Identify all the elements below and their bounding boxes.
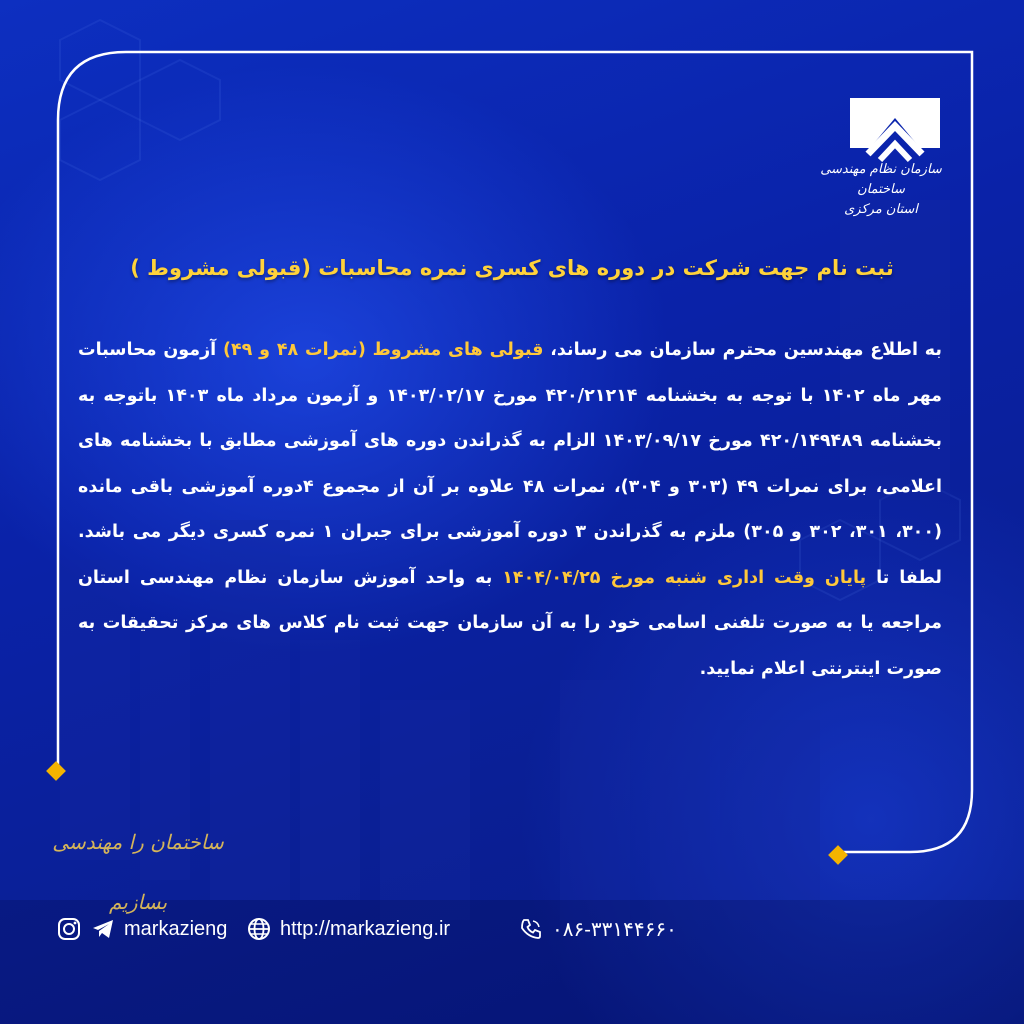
- phone-number-text: ۰۸۶-۳۳۱۴۴۶۶۰: [552, 918, 677, 941]
- diamond-ornament: [46, 761, 66, 781]
- body-text-part3: به واحد آموزش سازمان نظام مهندسی استان مراجعه یا به صورت تلفنی اسامی خود را به آن سازمان جهت ثبت نام کلاس های مرکز تحقیقات به صورت اینترنتی اعلام نمایید.: [78, 567, 942, 679]
- body-highlight-conditional: قبولی های مشروط (نمرات ۴۸ و ۴۹): [222, 340, 544, 360]
- slogan-signature: ساختمان را مهندسی بسازیم: [52, 830, 224, 914]
- website-link[interactable]: [246, 912, 450, 946]
- announcement-body: [78, 328, 942, 692]
- contact-footer: [56, 912, 736, 946]
- phone-icon: [518, 916, 544, 942]
- diamond-ornament: [828, 845, 848, 865]
- body-highlight-deadline: پایان وقت اداری شنبه مورخ ۱۴۰۴/۰۴/۲۵: [502, 567, 867, 588]
- website-url: http://markazieng.ir: [280, 917, 451, 940]
- social-handle-text: markazieng: [124, 917, 228, 940]
- telegram-icon: [90, 916, 116, 942]
- globe-icon: [246, 916, 272, 942]
- phone-number[interactable]: [518, 912, 677, 946]
- announcement-title: ثبت نام جهت شرکت در دوره های کسری نمره محاسبات (قبولی مشروط ): [130, 256, 894, 280]
- organization-name-line2: استان مرکزی: [844, 202, 918, 217]
- organization-name-line1: سازمان نظام مهندسی ساختمان: [820, 162, 942, 197]
- organization-name: [806, 160, 956, 220]
- instagram-icon: [56, 916, 82, 942]
- body-text-part2: آزمون محاسبات مهر ماه ۱۴۰۲ با توجه به بخشنامه ۴۲۰/۲۱۲۱۴ مورخ ۱۴۰۳/۰۲/۱۷ و آزمون مرداد ماه ۱۴۰۳ باتوجه به بخشنامه ۴۲۰/۱۴۹۴۸۹ مورخ ۱۴۰۳/۰۹/۱۷ الزام به گذراندن دوره های آموزشی مطابق با بخشنامه های اعلامی، برای نمرات ۴۹ (۳۰۳ و ۳۰۴)، نمرات ۴۸ علاوه بر آن از مجموع ۴دوره آموزشی باقی مانده (۳۰۰، ۳۰۱، ۳۰۲ و ۳۰۵) ملزم به گذراندن ۳ دوره آموزشی برای جبران ۱ نمره کسری دیگر می باشد. لطفا تا: [78, 340, 943, 588]
- body-text-part1: به اطلاع مهندسین محترم سازمان می رساند،: [543, 340, 942, 360]
- social-handle[interactable]: [56, 912, 227, 946]
